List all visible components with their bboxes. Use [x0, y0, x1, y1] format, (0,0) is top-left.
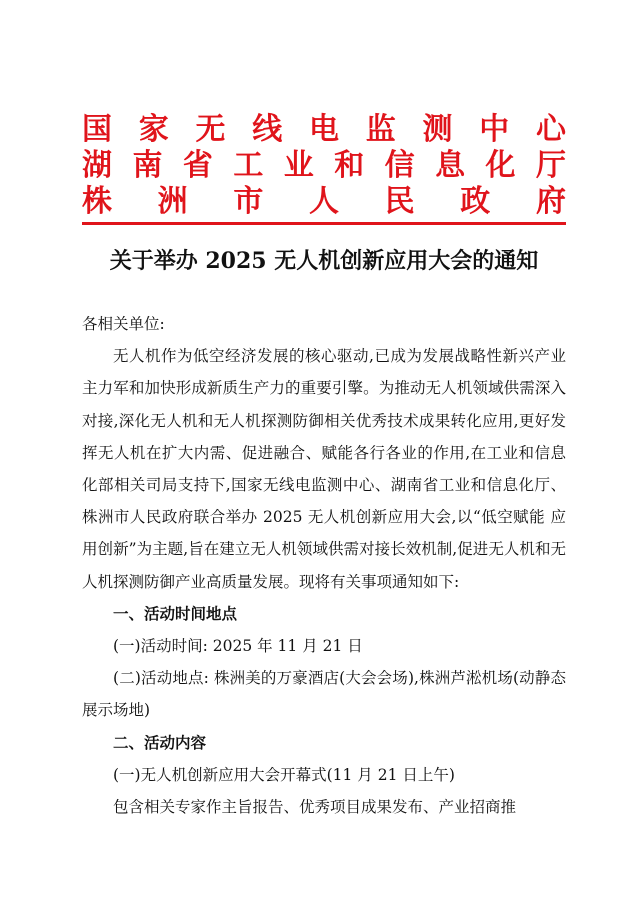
- masthead-character: 电: [309, 112, 339, 147]
- authority-line-2: [82, 148, 566, 184]
- masthead-character: 湖: [82, 148, 112, 183]
- opening-ceremony-description: 包含相关专家作主旨报告、优秀项目成果发布、产业招商推: [113, 798, 517, 817]
- masthead-character: 政: [460, 184, 491, 219]
- masthead-character: 测: [422, 112, 453, 147]
- authority-line-3: [82, 184, 566, 220]
- activity-location: (二)活动地点: 株洲美的万豪酒店(大会会场),株洲芦淞机场(动静态展示场地): [82, 669, 566, 720]
- red-divider-line: [82, 222, 566, 225]
- masthead-character: 株: [82, 184, 112, 219]
- activity-time: (一)活动时间: 2025 年 11 月 21 日: [113, 637, 363, 656]
- section-heading-content: 二、活动内容: [113, 733, 207, 752]
- masthead-character: 息: [435, 148, 466, 183]
- masthead-character: 民: [384, 184, 415, 219]
- masthead-character: 线: [252, 112, 283, 147]
- masthead-character: 国: [82, 112, 112, 147]
- masthead-character: 人: [308, 184, 339, 219]
- authority-line-1: [82, 112, 566, 148]
- issuing-authorities-header: [82, 112, 566, 220]
- masthead-character: 厅: [535, 148, 566, 183]
- masthead-character: 化: [485, 148, 516, 183]
- masthead-character: 心: [536, 112, 566, 147]
- masthead-character: 信: [384, 148, 415, 183]
- masthead-character: 业: [283, 148, 314, 183]
- masthead-character: 市: [233, 184, 264, 219]
- masthead-character: 无: [195, 112, 226, 147]
- masthead-character: 南: [132, 148, 163, 183]
- notice-title: 关于举办 2025 无人机创新应用大会的通知: [109, 248, 539, 274]
- masthead-character: 洲: [157, 184, 188, 219]
- document-body: [82, 308, 566, 823]
- opening-ceremony-item: (一)无人机创新应用大会开幕式(11 月 21 日上午): [113, 765, 455, 784]
- masthead-character: 府: [535, 184, 566, 219]
- masthead-character: 监: [365, 112, 396, 147]
- masthead-character: 中: [479, 112, 510, 147]
- section-heading-time-location: 一、活动时间地点: [113, 604, 238, 623]
- masthead-character: 工: [233, 148, 264, 183]
- masthead-character: 和: [334, 148, 365, 183]
- salutation: 各相关单位:: [82, 315, 165, 333]
- intro-paragraph: 无人机作为低空经济发展的核心驱动,已成为发展战略性新兴产业主力军和加快形成新质生产力的重要引擎。为推动无人机领域供需深入对接,深化无人机和无人机探测防御相关优秀技术成果转化应用,更好发挥无人机在扩大内需、促进融合、赋能各行各业的作用,在工业和信息化部相关司局支持下,国家无线电监测中心、湖南省工业和信息化厅、株洲市人民政府联合举办 2025 无人机创新应用大会,以“低空赋能 应用创新”为主题,旨在建立无人机领域供需对接长效机制,促进无人机和无人机探测防御产业高质量发展。现将有关事项通知如下:: [82, 347, 566, 591]
- masthead-character: 家: [138, 112, 169, 147]
- masthead-character: 省: [182, 148, 213, 183]
